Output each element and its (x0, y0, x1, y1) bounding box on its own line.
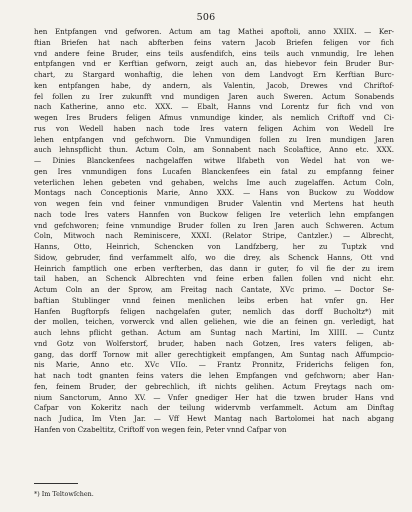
text-line: fen, feinem Bruder, der gebrechlich, ift nichts gelihen. Actum Freytags nach om- (34, 381, 394, 391)
text-line: Hanfen Bugftorpfs feligen nachgelafen guter, nemlich das dorff Bucholtz*) mit (34, 306, 394, 316)
text-line: veterlichen lehen gebeten vnd gehaben, welchs Ime auch zugelaffen. Actum Coln, (34, 177, 394, 187)
text-line: der mollen, teichen, vorwerck vnd allen geliehen, wie die an feinen gn. verledigt, hat (34, 317, 394, 327)
text-line: nis Marie, Anno etc. XVc VIIo. — Frantz Pronnitz, Friderichs feligen fon, (34, 360, 394, 370)
text-line: tail haben, an Schenck Albrechten vnd feine erben fallen follen vnd nicht ehr. (34, 274, 394, 284)
text-line: chart, zu Stargard wonhaftig, die lehen von dem Landvogt Ern Kerftian Burc- (34, 70, 394, 79)
body-text (34, 27, 394, 436)
text-line: hat nach todt gnanten feins vaters die lehen Empfangen vnd gefchworn; aber Han- (34, 371, 394, 380)
text-line: auch lehnspflicht thun. Actum Coln, am Sonnabent nach Scolaftice, Anno etc. XXX. (34, 145, 394, 155)
page-number: 506 (196, 12, 216, 23)
text-line: gen Ires vnmundigen fons Lucafen Blanckenfees ein fatal zu empfanng feiner (34, 166, 394, 176)
text-line: auch lehns pflicht gethan. Actum am Suntag nach Martini, Im XIIII. — Cuntz (34, 328, 394, 337)
text-line: nach Katherine, anno etc. XXX. — Ebalt, Hanns vnd Lorentz fur fich vnd von (34, 102, 394, 112)
text-line: vnd gefchworen; feine vnmundige Bruder follen zu Iren Jaren auch Schweren. Actum (34, 220, 394, 230)
text-line: nach tode Ires vaters Hannfen von Buckow feligen Ire veterlich lehn empfangen (34, 209, 394, 219)
text-line: vnd Gotz von Wolferstorf, bruder, haben nach Gotzen, Ires vaters feligen, ab- (34, 338, 394, 348)
text-line: baftian Stublinger vnnd feinen menlichen leibs erben hat vnfer gn. Her (34, 295, 394, 305)
text-line: wegen Ires Bruders feligen Afmus vnmundige kinder, als nemlich Criftoff vnd Ci- (34, 113, 394, 122)
text-line: Montags nach Conceptionis Marie, Anno XXX. — Hans von Buckow zu Woddow (34, 188, 394, 198)
text-line: Actum Coln an der Sprow, am Freitag nach Cantate, XVc primo. — Doctor Se- (34, 285, 394, 294)
text-line: Coln, Mitwoch nach Reminiscere, XXXI. (Relator Stripe, Cantzler.) — Albrecht, (34, 231, 394, 241)
text-line: vnd andere feine Bruder, eins teils ausfendifch, eins teils auch vnmundig, Ire lehen (34, 48, 394, 58)
text-line: hen Entpfangen vnd gefworen. Actum am tag Mathei apoftoli, anno XXIIX. — Ker- (34, 27, 394, 36)
text-line: von wegen fein vnd feiner vnmundigen Bruder Valentin vnd Mertens hat heuth (34, 199, 394, 208)
text-line: fel follen zu Irer zukunfft vnd mundigen Jaren auch Sweren. Actum Sonabends (34, 91, 394, 101)
text-line: Cafpar von Kokeritz nach der teilung widervmb verfammelt. Actum am Dinftag (34, 403, 394, 413)
text-line: gang, das dorff Tornow mit aller gerechtigkeit empfangen, Am Suntag nach Affumpcio- (34, 349, 394, 359)
text-line: rus von Wedell haben nach tode Ires vatern feligen Achim von Wedell Ire (34, 123, 394, 133)
text-line: entpfangen vnd er Kerftian gefworn, zeigt auch an, das hiebevor fein Bruder Bur- (34, 59, 394, 69)
text-line: lehen entpfangen vnd gefchworn. Die Vnmundigen follen zu Iren mundigen Jaren (34, 134, 394, 144)
text-line: nach Judica, Im Vten Jar. — Vff Hewt Mantag nach Bartolomei hat nach abgang (34, 414, 394, 423)
text-line: ken entpfangen habe, dy andern, als Valentin, Jacob, Drewes vnd Chriftof- (34, 80, 394, 90)
text-line: — Dinies Blanckenfees nachgelaffen witwe Ilfabeth von Wedel hat von we- (34, 156, 394, 165)
text-line: Heinrich famptlich one erben verfterben, das dann ir guter, fo vil fie der zu irem (34, 263, 394, 273)
text-line: Hanns, Otto, Heinrich, Schencken von Landfzberg, her zu Tuptzk vnd (34, 242, 394, 251)
footnote-rule (34, 483, 78, 484)
text-line: ftian Briefen hat nach abfterben feins vatern Jacob Briefen feligen vor fich (34, 37, 394, 47)
text-line: nium Sanctorum, Anno XV. — Vnfer gnediger Her hat die tzwen bruder Hans vnd (34, 392, 394, 402)
footnote: *) Im Teltowſchen. (34, 490, 94, 498)
text-line: Hanfen von Czabeltitz, Criftoff von wegen fein, Peter vnnd Cafpar von (34, 424, 287, 434)
text-line: Sidow, gebruder, find verfammelt alfo, wo die drey, als Schenck Hanns, Ott vnd (34, 252, 394, 262)
